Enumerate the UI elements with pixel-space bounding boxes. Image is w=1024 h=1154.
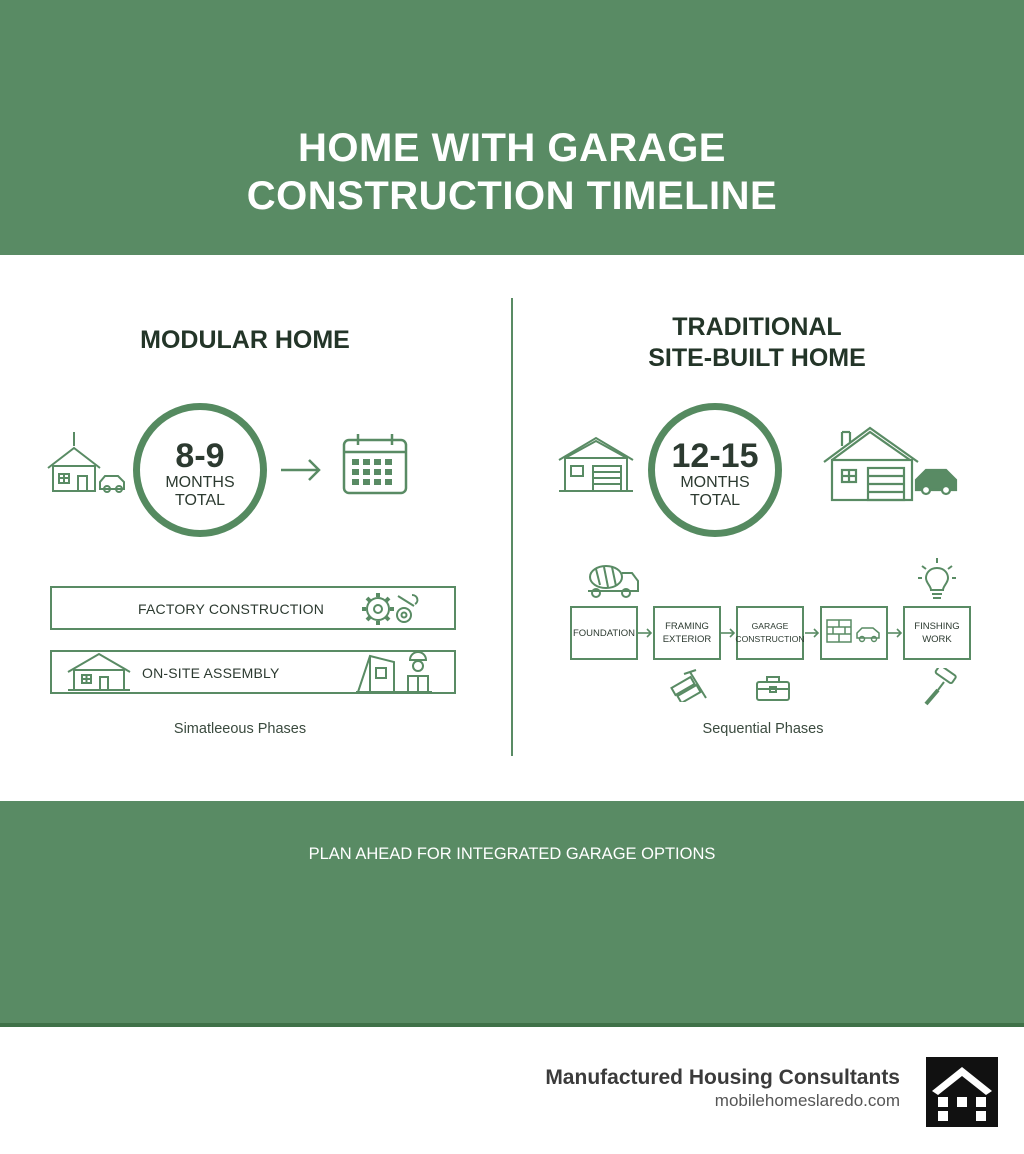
traditional-title-line2: SITE-BUILT HOME	[648, 344, 866, 372]
modular-title-text: MODULAR HOME	[140, 326, 350, 354]
company-name: Manufactured Housing Consultants	[545, 1066, 900, 1089]
house-with-garage-car-icon	[822, 424, 962, 504]
step-arrow-icon	[638, 627, 653, 639]
house-with-car-icon	[44, 432, 128, 494]
traditional-duration: 12-15	[671, 437, 759, 475]
traditional-unit-line2: TOTAL	[689, 492, 741, 509]
step-finishing-work	[903, 606, 971, 660]
step-arrow-icon	[888, 627, 903, 639]
gears-icon	[358, 590, 422, 628]
traditional-title	[512, 312, 1002, 374]
toolbox-icon	[755, 674, 791, 702]
tagline: PLAN AHEAD FOR INTEGRATED GARAGE OPTIONS	[308, 845, 716, 863]
step-finishing-line2: WORK	[922, 634, 952, 645]
step-garage-construction	[736, 606, 804, 660]
builder-icon	[356, 652, 432, 694]
house-icon	[66, 652, 132, 692]
phase-onsite-label: ON-SITE ASSEMBLY	[142, 665, 280, 681]
step-garage-line1: GARAGE	[751, 621, 789, 631]
page-title-line1: HOME WITH GARAGE	[298, 126, 726, 170]
step-framing-line2: EXTERIOR	[662, 634, 712, 645]
modular-unit-line2: TOTAL	[174, 492, 226, 509]
company-logo-icon	[926, 1057, 998, 1132]
page-title	[0, 124, 1024, 220]
step-garage-line2: CONSTRUCTION	[735, 634, 805, 644]
step-framing-line1: FRAMING	[665, 621, 709, 632]
company-website[interactable]: mobilehomeslaredo.com	[714, 1091, 900, 1110]
step-foundation-line1: FOUNDATION	[572, 627, 636, 639]
arrow-right-icon	[279, 456, 323, 484]
traditional-unit-line1: MONTHS	[680, 474, 750, 491]
footer-rule	[0, 1023, 1024, 1027]
step-arrow-icon	[805, 627, 820, 639]
step-foundation	[570, 606, 638, 660]
step-arrow-icon	[721, 627, 736, 639]
modular-duration-circle	[133, 403, 267, 537]
paint-roller-icon	[922, 668, 958, 706]
lightbulb-icon	[918, 558, 956, 600]
traditional-duration-circle	[648, 403, 782, 537]
step-finishing-line1: FINSHING	[914, 621, 960, 632]
modular-caption: Simatleeous Phases	[173, 721, 307, 737]
page-title-line2: CONSTRUCTION TIMELINE	[246, 174, 778, 218]
tools-icon	[670, 668, 710, 702]
traditional-title-line1: TRADITIONAL	[672, 313, 842, 341]
cement-truck-icon	[586, 563, 642, 599]
traditional-caption: Sequential Phases	[702, 721, 824, 737]
modular-unit-line1: MONTHS	[165, 474, 235, 491]
brick-wall-car-icon	[825, 618, 883, 644]
modular-title	[0, 325, 490, 356]
step-framing-exterior	[653, 606, 721, 660]
garage-house-icon	[557, 434, 635, 494]
phase-factory-label: FACTORY CONSTRUCTION	[138, 601, 325, 617]
calendar-icon	[341, 432, 409, 496]
modular-duration: 8-9	[175, 437, 225, 475]
footer-band	[0, 801, 1024, 1025]
step-brick-wall	[820, 606, 888, 660]
